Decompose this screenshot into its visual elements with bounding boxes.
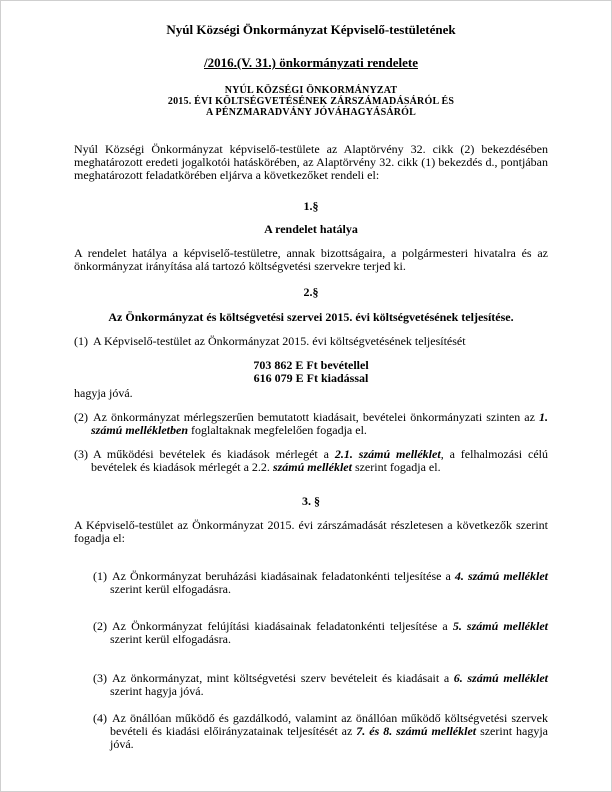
section-2-item-3 <box>74 448 548 474</box>
item-number: (4) <box>93 711 107 725</box>
section-3-list <box>93 570 548 751</box>
section-3-item-2 <box>93 620 548 646</box>
section-3-item-3 <box>93 672 548 698</box>
section-3-number: 3. § <box>302 494 320 508</box>
decree-number-line: /2016.(V. 31.) önkormányzati rendelete <box>204 55 418 70</box>
item-number: (2) <box>93 619 107 633</box>
annex-reference: 5. számú melléklet <box>452 619 548 633</box>
section-2-number: 2.§ <box>303 285 319 299</box>
decree-subtitle <box>74 85 548 118</box>
subtitle-line-2: 2015. ÉVI KÖLTSÉGVETÉSÉNEK ZÁRSZÁMADÁSÁRÓL ÉS <box>167 96 455 107</box>
section-1-heading: A rendelet hatálya <box>264 222 358 236</box>
item-text: Az önállóan működő és gazdálkodó, valamint az önállóan működő költségvetési szervek bevételi és kiadási előirányzatainak teljesítését az <box>110 711 548 738</box>
item-number: (1) <box>93 569 107 583</box>
item-text: szerint hagyja jóvá. <box>110 724 548 751</box>
item-number: (1) <box>74 334 88 348</box>
section-3-item-4 <box>93 712 548 751</box>
decree-title: Nyúl Községi Önkormányzat Képviselő-testületének <box>166 22 456 37</box>
revenue-total: 703 862 E Ft bevétellel <box>253 358 369 372</box>
section-2-item-2 <box>74 411 548 437</box>
annex-reference: 1. számú mellékletben <box>91 410 548 437</box>
item-text: A Képviselő-testület az Önkormányzat 2015. évi költségvetésének teljesítését <box>93 334 466 348</box>
expense-total: 616 079 E Ft kiadással <box>253 371 369 385</box>
budget-totals <box>74 359 548 385</box>
subtitle-line-1: NYÚL KÖZSÉGI ÖNKORMÁNYZAT <box>224 85 398 96</box>
annex-reference: számú melléklet <box>272 460 352 474</box>
annex-reference: 6. számú melléklet <box>453 671 548 685</box>
intro-paragraph: Nyúl Községi Önkormányzat képviselő-testülete az Alaptörvény 32. cikk (2) bekezdésében meghatározott eredeti jogalkotói hatáskörében, az Alaptörvény 32. cikk (1) bekezdés d., pontjában meghatározott feladatkörében eljárva a következőket rendeli el: <box>74 142 548 182</box>
item-text: A működési bevételek és kiadások mérlegét a <box>93 447 335 461</box>
section-3-item-1 <box>93 570 548 596</box>
approval-text: hagyja jóvá. <box>74 386 133 400</box>
section-2-heading: Az Önkormányzat és költségvetési szervei 2015. évi költségvetésének teljesítése. <box>108 310 514 324</box>
section-1-body: A rendelet hatálya a képviselő-testületre, annak bizottságaira, a polgármesteri hivatalra és az önkormányzat irányítása alá tartozó költségvetési szervekre terjed ki. <box>74 246 548 273</box>
item-text: szerint hagyja jóvá. <box>110 684 204 698</box>
section-2-item-1 <box>74 335 548 348</box>
annex-reference: 2.1. számú melléklet <box>334 447 441 461</box>
subtitle-line-3: A PÉNZMARADVÁNY JÓVÁHAGYÁSÁRÓL <box>205 107 417 118</box>
item-text: Az Önkormányzat felújítási kiadásainak feladatonkénti teljesítése a <box>112 619 453 633</box>
annex-reference: 4. számú melléklet <box>454 569 548 583</box>
item-number: (3) <box>74 447 88 461</box>
item-text: szerint kerül elfogadásra. <box>110 632 231 646</box>
item-text: szerint kerül elfogadásra. <box>110 582 231 596</box>
item-text: Az önkormányzat, mint költségvetési szerv bevételeit és kiadásait a <box>112 671 454 685</box>
item-number: (2) <box>74 410 88 424</box>
section-1-number: 1.§ <box>303 199 319 213</box>
annex-reference: 7. és 8. számú melléklet <box>356 724 477 738</box>
item-text: Az Önkormányzat beruházási kiadásainak feladatonkénti teljesítése a <box>112 569 455 583</box>
item-number: (3) <box>93 671 107 685</box>
item-text: Az önkormányzat mérlegszerűen bemutatott kiadásait, bevételei önkormányzati szinten az <box>93 410 539 424</box>
item-text: , a felhalmozási célú bevételek és kiadások mérlegét a 2.2. <box>91 447 548 474</box>
item-text: szerint fogadja el. <box>351 460 441 474</box>
section-3-intro: A Képviselő-testület az Önkormányzat 2015. évi zárszámadását részletesen a következők szerint fogadja el: <box>74 518 548 545</box>
item-text: foglaltaknak megfelelően fogadja el. <box>188 423 367 437</box>
